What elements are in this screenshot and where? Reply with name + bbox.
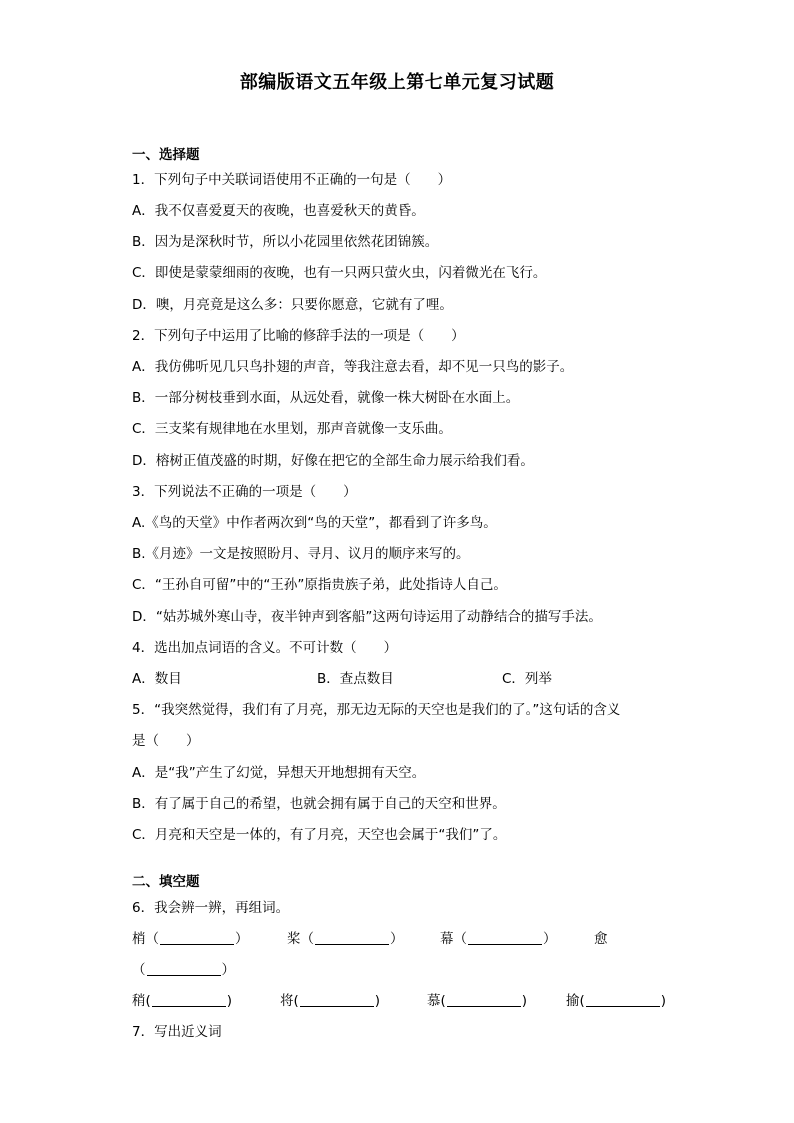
q4-option-a: A．数目 (132, 671, 182, 687)
q3-option-d: D．“姑苏城外寒山寺，夜半钟声到客船”这两句诗运用了动静结合的描写手法。 (132, 609, 602, 625)
word-blank-5: 稍( ) (132, 993, 233, 1009)
section-heading-fill: 二、填空题 (132, 874, 200, 890)
char-8: 揄 (566, 993, 580, 1009)
char-1: 梢 (132, 931, 146, 947)
answer-blank-8[interactable] (586, 992, 660, 1007)
question-3: 3．下列说法不正确的一项是（ ） (132, 484, 357, 500)
q1-option-a: A．我不仅喜爱夏天的夜晚，也喜爱秋天的黄昏。 (132, 203, 425, 219)
q5-option-b: B．有了属于自己的希望，也就会拥有属于自己的天空和世界。 (132, 796, 506, 812)
answer-blank-1[interactable] (160, 930, 234, 945)
question-6: 6．我会辨一辨，再组词。 (132, 900, 290, 916)
answer-blank-7[interactable] (447, 992, 521, 1007)
char-5: 稍 (132, 993, 146, 1009)
q1-option-b: B．因为是深秋时节，所以小花园里依然花团锦簇。 (132, 234, 439, 250)
question-1: 1．下列句子中关联词语使用不正确的一句是（ ） (132, 172, 452, 188)
question-5-line-1: 5．“我突然觉得，我们有了月亮，那无边无际的天空也是我们的了。”这句话的含义 (132, 702, 621, 718)
word-char-4: 愈 (594, 931, 608, 947)
word-blank-7: 慕( ) (427, 993, 528, 1009)
word-blank-2: 桨（ ） (287, 931, 404, 947)
word-blank-6: 将( ) (280, 993, 381, 1009)
q3-option-c: C．“王孙自可留”中的“王孙”原指贵族子弟，此处指诗人自己。 (132, 577, 507, 593)
word-blank-4: （ ） (132, 962, 235, 978)
q5-option-c: C．月亮和天空是一体的，有了月亮，天空也会属于“我们”了。 (132, 827, 507, 843)
q2-option-c: C．三支桨有规律地在水里划，那声音就像一支乐曲。 (132, 421, 452, 437)
question-7: 7．写出近义词 (132, 1024, 222, 1040)
answer-blank-5[interactable] (152, 992, 226, 1007)
q4-option-c: C．列举 (502, 671, 552, 687)
q4-option-b: B．查点数目 (317, 671, 394, 687)
q2-option-b: B．一部分树枝垂到水面，从远处看，就像一株大树卧在水面上。 (132, 390, 520, 406)
answer-blank-6[interactable] (300, 992, 374, 1007)
word-blank-8: 揄( ) (566, 993, 667, 1009)
char-2: 桨 (287, 931, 301, 947)
q5-option-a: A．是“我”产生了幻觉，异想天开地想拥有天空。 (132, 765, 426, 781)
q2-option-a: A．我仿佛听见几只鸟扑翅的声音，等我注意去看，却不见一只鸟的影子。 (132, 359, 574, 375)
answer-blank-4[interactable] (147, 961, 221, 976)
question-2: 2．下列句子中运用了比喻的修辞手法的一项是（ ） (132, 328, 465, 344)
word-blank-1: 梢（ ） (132, 931, 249, 947)
word-blank-3: 幕（ ） (440, 931, 557, 947)
question-5-line-2: 是（ ） (132, 733, 200, 749)
question-4: 4．选出加点词语的含义。不可计数（ ） (132, 640, 398, 656)
q3-option-a: A.《鸟的天堂》中作者两次到“鸟的天堂”，都看到了许多鸟。 (132, 515, 497, 531)
char-6: 将 (280, 993, 294, 1009)
answer-blank-3[interactable] (468, 930, 542, 945)
char-7: 慕 (427, 993, 441, 1009)
page-title: 部编版语文五年级上第七单元复习试题 (239, 72, 555, 93)
q3-option-b: B.《月迹》一文是按照盼月、寻月、议月的顺序来写的。 (132, 546, 470, 562)
q2-option-d: D．榕树正值茂盛的时期，好像在把它的全部生命力展示给我们看。 (132, 453, 534, 469)
answer-blank-2[interactable] (315, 930, 389, 945)
q1-option-c: C．即使是蒙蒙细雨的夜晚，也有一只两只萤火虫，闪着微光在飞行。 (132, 265, 547, 281)
section-heading-choice: 一、选择题 (132, 147, 200, 163)
q1-option-d: D．噢，月亮竟是这么多：只要你愿意，它就有了哩。 (132, 297, 453, 313)
char-3: 幕 (440, 931, 454, 947)
